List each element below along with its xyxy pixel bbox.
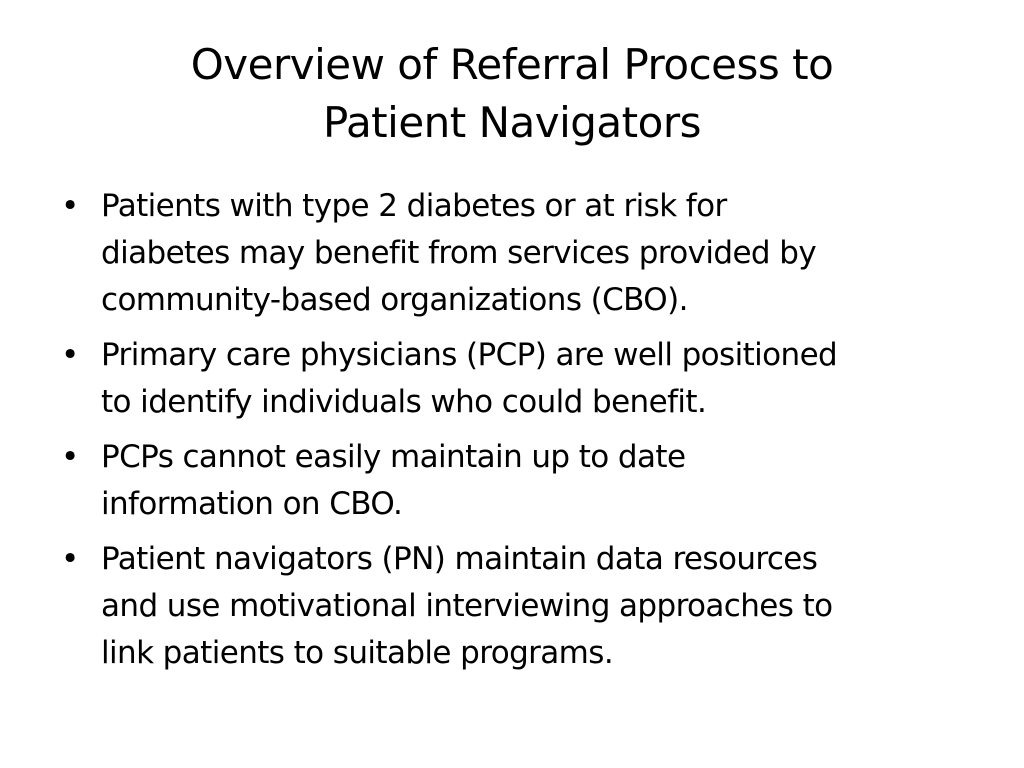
bullet-line: and use motivational interviewing approaches to <box>101 588 833 624</box>
bullet-list <box>60 183 964 685</box>
slide-title-line: Patient Navigators <box>323 98 701 147</box>
bullet-item <box>60 536 964 677</box>
bullet-line: Patients with type 2 diabetes or at risk for <box>101 188 727 224</box>
bullet-line: diabetes may benefit from services provided by <box>101 235 817 271</box>
bullet-text <box>101 434 964 528</box>
slide-title-line: Overview of Referral Process to <box>190 40 834 89</box>
bullet-marker: • <box>61 541 80 577</box>
bullet-line: information on CBO. <box>101 486 403 522</box>
bullet-item <box>60 183 964 324</box>
bullet-item <box>60 434 964 528</box>
bullet-text <box>101 183 964 324</box>
bullet-marker: • <box>61 188 80 224</box>
slide-title <box>60 36 964 152</box>
bullet-line: Primary care physicians (PCP) are well positioned <box>101 337 838 373</box>
bullet-text <box>101 332 964 426</box>
bullet-line: to identify individuals who could benefit. <box>101 384 707 420</box>
bullet-marker: • <box>61 439 80 475</box>
bullet-item <box>60 332 964 426</box>
bullet-line: community-based organizations (CBO). <box>101 282 688 318</box>
bullet-marker: • <box>61 337 80 373</box>
bullet-line: link patients to suitable programs. <box>101 635 614 671</box>
bullet-line: PCPs cannot easily maintain up to date <box>101 439 686 475</box>
bullet-text <box>101 536 964 677</box>
bullet-line: Patient navigators (PN) maintain data resources <box>101 541 818 577</box>
